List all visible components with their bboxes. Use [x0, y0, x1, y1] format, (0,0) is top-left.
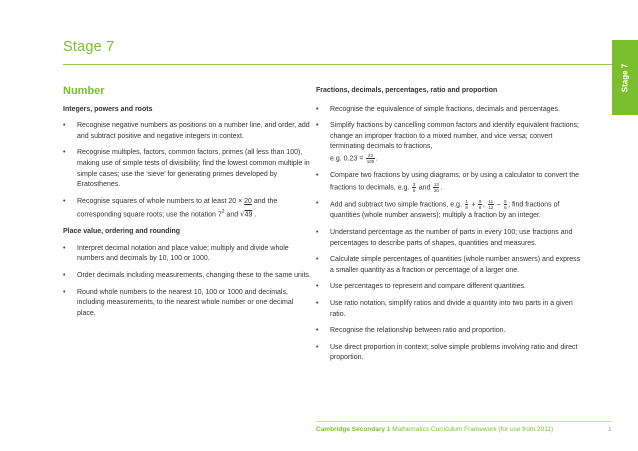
list-item: [63, 197, 311, 222]
list-item: • Interpret decimal notation and place value; multiply and divide whole numbers and decimals by 10, 100 or 1000.: [63, 244, 311, 265]
plus-sign: +: [469, 201, 478, 209]
list-item: • Understand percentage as the number of parts in every 100; use fractions and percentages to describe parts of shapes, quantities and measures.: [316, 228, 584, 249]
list-item: • Order decimals including measurements, changing these to the same units.: [63, 271, 311, 282]
list-item: • Round whole numbers to the nearest 10, 100 or 1000 and decimals, including measurements, to the nearest whole number or one decimal place.: [63, 288, 311, 320]
squares-and: and: [224, 211, 241, 219]
compare-and: and: [416, 183, 433, 191]
left-column: [63, 80, 311, 325]
numerator: 13: [433, 181, 439, 187]
list-item: • Recognise multiples, factors, common factors, primes (all less than 100), making use of simple tests of divisibility; find the lowest common multiple in simple cases; use the ‘sieve’ for generating primes developed by Eratosthenes.: [63, 148, 311, 190]
footer-text: [316, 426, 553, 433]
denominator: 12: [488, 205, 494, 211]
simplify-text: Simplify fractions by cancelling common factors and identify equivalent fractions; change an improper fraction to a mixed number, and vice versa; convert terminating decimals to fractions,: [330, 122, 580, 151]
numerator: 1: [465, 199, 468, 205]
stage-side-tab-label: Stage 7: [620, 63, 630, 92]
add-text: Add and subtract two simple fractions, e.g.: [330, 201, 464, 209]
numerator: 3: [412, 181, 416, 187]
squares-end: .: [252, 211, 257, 219]
stage-side-tab: [612, 40, 638, 115]
integers-list: [63, 121, 311, 221]
denominator: 8: [465, 205, 468, 211]
footer-brand: Cambridge Secondary 1: [316, 426, 391, 433]
fractions-list: [316, 105, 584, 364]
fraction: [488, 199, 494, 210]
fraction: [504, 199, 508, 210]
compare-text: Compare two fractions by using diagrams, or by using a calculator to convert the fractions to decimals, e.g.: [330, 171, 580, 191]
squares-root-value: 49: [244, 211, 253, 219]
page-number: 1: [608, 426, 612, 433]
numerator: 11: [488, 199, 494, 205]
list-item: • Use percentages to represent and compare different quantities.: [316, 282, 584, 293]
numerator: 9: [478, 199, 482, 205]
place-value-list: [63, 244, 311, 320]
list-item: • Recognise the relationship between ratio and proportion.: [316, 326, 584, 337]
list-item: • Recognise negative numbers as positions on a number line, and order, add and subtract positive and negative integers in context.: [63, 121, 311, 142]
list-item: • Use direct proportion in context; solve simple problems involving ratio and direct proportion.: [316, 343, 584, 364]
denominator: 100: [366, 158, 375, 164]
list-item: • Recognise the equivalence of simple fractions, decimals and percentages.: [316, 105, 584, 116]
denominator: 20: [433, 187, 439, 193]
squares-text-1: Recognise squares of whole numbers to at least 20 ×: [77, 197, 243, 205]
list-item: [316, 171, 584, 194]
compare-end: .: [440, 183, 443, 191]
numerator: 5: [504, 199, 507, 205]
denominator: 5: [412, 187, 416, 193]
simplify-eg: e.g. 0.23 =: [330, 155, 366, 163]
comma: ,: [482, 201, 487, 209]
header-rule: [63, 64, 613, 65]
denominator: 6: [504, 205, 507, 211]
list-item: • Use ratio notation, simplify ratios and divide a quantity into two parts in a given ratio.: [316, 299, 584, 320]
fraction: [433, 182, 439, 193]
denominator: 8: [478, 205, 482, 211]
simplify-end: .: [375, 155, 378, 163]
subheading-integers: Integers, powers and roots: [63, 105, 153, 113]
numerator: 23: [367, 152, 373, 158]
squares-text-2: and the corresponding square roots; use the notation 7: [77, 197, 278, 219]
footer-title: Mathematics Curriculum Framework (for use from 2011): [390, 426, 554, 433]
fraction: [412, 182, 416, 193]
subheading-fractions: Fractions, decimals, percentages, ratio and proportion: [316, 87, 498, 94]
subheading-place-value: Place value, ordering and rounding: [63, 228, 181, 236]
fraction: [465, 199, 469, 210]
right-column: [316, 80, 584, 370]
list-item: [316, 121, 584, 165]
footer-rule: [316, 421, 612, 422]
square-root-icon: √: [240, 210, 245, 219]
fraction: [366, 153, 375, 164]
squares-underlined: 20: [244, 197, 252, 205]
squares-sup: 2: [221, 209, 225, 216]
fraction: [478, 199, 482, 210]
add-text-end: ; find fractions of quantities (whole number answers); multiply a fraction by an integer.: [330, 201, 560, 220]
page-title: Stage 7: [63, 39, 115, 55]
list-item: • Calculate simple percentages of quantities (whole number answers) and express a smaller quantity as a fraction or percentage of a larger one.: [316, 255, 584, 276]
section-heading-number: Number: [63, 85, 105, 97]
minus-sign: –: [494, 201, 503, 209]
list-item: [316, 199, 584, 222]
